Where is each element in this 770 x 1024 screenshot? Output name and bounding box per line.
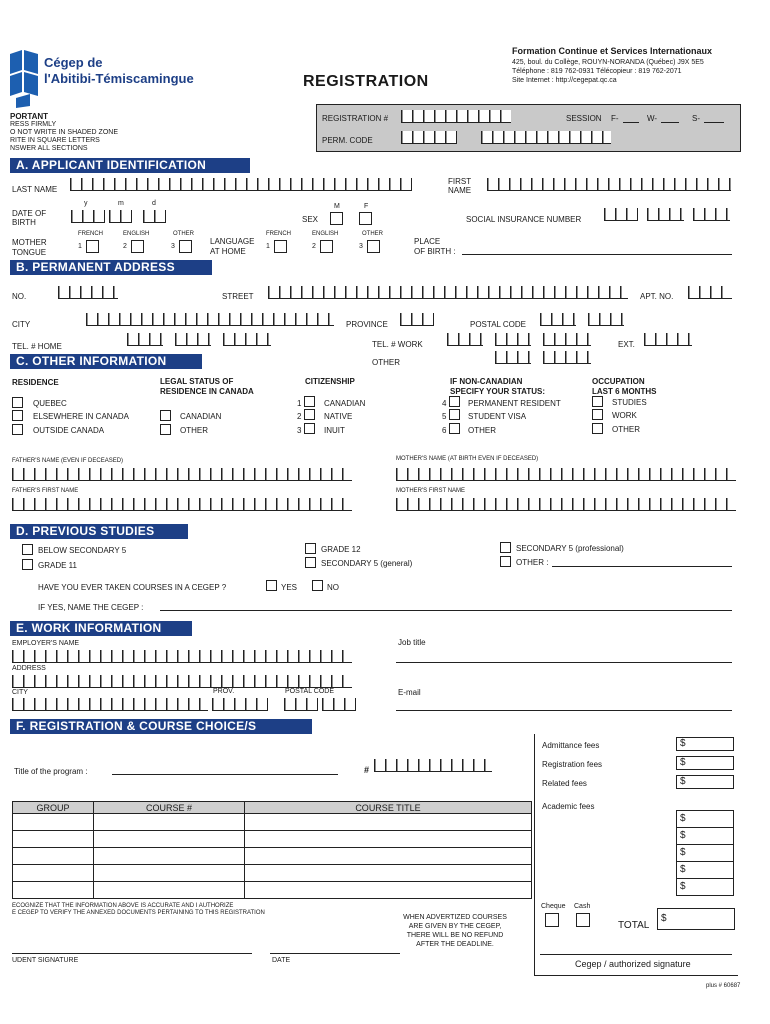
grade11-checkbox[interactable] [22, 559, 33, 570]
section-c-header: C. OTHER INFORMATION [10, 354, 202, 369]
academic-fees-label: Academic fees [542, 802, 595, 811]
perm-code-label: PERM. CODE [322, 136, 373, 145]
job-title-label: Job title [398, 638, 426, 647]
academic-fee-2[interactable]: $ [676, 827, 734, 845]
tel-home-label: TEL. # HOME [12, 342, 62, 351]
sex-label: SEX [302, 215, 319, 224]
mother-name-field[interactable] [396, 468, 736, 481]
important-notes: PORTANT RESS FIRMLY O NOT WRITE IN SHADED ZONE RITE IN SQUARE LETTERS NSWER ALL SECTIONS [10, 112, 118, 152]
group-header: GROUP [13, 802, 94, 814]
mt-french-checkbox[interactable] [86, 240, 99, 253]
work-address-label: ADDRESS [12, 665, 46, 672]
dob-year-field[interactable] [71, 210, 105, 223]
province-label: PROVINCE [346, 320, 388, 329]
recognize-line-1: ECOGNIZE THAT THE INFORMATION ABOVE IS ACCURATE AND I AUTHORIZE [12, 903, 234, 909]
noncan-permanent-label: PERMANENT RESIDENT [468, 399, 561, 408]
email-label: E-mail [398, 688, 421, 697]
sec5-general-label: SECONDARY 5 (general) [321, 559, 413, 568]
tel-work-field-1[interactable] [447, 333, 483, 346]
place-birth-label-1: PLACE [414, 237, 441, 246]
registration-fees-label: Registration fees [542, 760, 603, 769]
noncan-permanent-checkbox[interactable] [449, 396, 460, 407]
citizenship-num-2: 2 [297, 412, 302, 421]
noncan-num-4: 4 [442, 399, 447, 408]
dob-day-field[interactable] [143, 210, 166, 223]
cegep-signature-label: Cegep / authorized signature [575, 959, 691, 969]
lh-num-3: 3 [359, 243, 363, 250]
date-line[interactable] [270, 953, 400, 954]
mother-tongue-label-1: MOTHER [12, 238, 47, 247]
last-name-label: LAST NAME [12, 185, 58, 194]
legal-canadian-checkbox[interactable] [160, 410, 171, 421]
apt-label: APT. NO. [640, 292, 674, 301]
sex-m-checkbox[interactable] [330, 212, 343, 225]
father-name-label: FATHER'S NAME (EVEN IF DECEASED) [12, 458, 124, 464]
related-fees-field[interactable]: $ [676, 775, 734, 789]
refund-notice: WHEN ADVERTIZED COURSES ARE GIVEN BY THE CEGEP, THERE WILL BE NO REFUND AFTER THE DEADLINE. [403, 914, 507, 948]
legal-canadian-label: CANADIAN [180, 412, 222, 421]
father-first-name-label: FATHER'S FIRST NAME [12, 488, 79, 494]
last-name-field[interactable] [70, 178, 412, 191]
dob-label-2: BIRTH [12, 218, 36, 227]
cegep-no-label: NO [327, 583, 339, 592]
org-phone: Téléphone : 819 762-0931 Télécopieur : 819 762-2071 [512, 68, 682, 75]
noncan-title-2: SPECIFY YOUR STATUS: [450, 387, 545, 396]
residence-title: RESIDENCE [12, 378, 59, 387]
occupation-other-checkbox[interactable] [592, 423, 603, 434]
mt-french-label: FRENCH [78, 231, 103, 237]
residence-canada-label: ELSEWHERE IN CANADA [33, 412, 130, 421]
work-postal-label: POSTAL CODE [285, 688, 335, 695]
ext-field[interactable] [644, 333, 692, 346]
lh-other-label: OTHER [362, 231, 383, 237]
postal-code-field-1[interactable] [540, 313, 576, 326]
address-no-field[interactable] [58, 286, 118, 299]
below-sec5-label: BELOW SECONDARY 5 [38, 546, 127, 555]
sec5-prof-label: SECONDARY 5 (professional) [516, 544, 624, 553]
studies-other-field[interactable] [552, 566, 732, 567]
grade12-label: GRADE 12 [321, 545, 361, 554]
section-a-header: A. APPLICANT IDENTIFICATION [10, 158, 250, 173]
city-label: CITY [12, 320, 31, 329]
cheque-label: Cheque [541, 903, 566, 910]
postal-code-label: POSTAL CODE [470, 320, 527, 329]
tel-other-label: OTHER [372, 358, 400, 367]
sex-f-label: F [364, 203, 369, 210]
employer-field[interactable] [12, 650, 352, 663]
registration-number-label: REGISTRATION # [322, 114, 389, 123]
mother-tongue-label-2: TONGUE [12, 248, 47, 257]
program-title-label: Title of the program : [14, 767, 88, 776]
total-field[interactable]: $ [657, 908, 735, 930]
course-table [12, 801, 532, 899]
lh-french-checkbox[interactable] [274, 240, 287, 253]
street-label: STREET [222, 292, 254, 301]
program-number-field[interactable] [374, 759, 492, 772]
residence-canada-checkbox[interactable] [12, 410, 23, 421]
sex-m-label: M [334, 203, 340, 210]
dob-year-hint: y [84, 200, 88, 207]
mt-other-checkbox[interactable] [179, 240, 192, 253]
student-signature-line[interactable] [12, 953, 252, 954]
mt-english-checkbox[interactable] [131, 240, 144, 253]
citizenship-native-label: NATIVE [324, 412, 353, 421]
academic-fee-5[interactable]: $ [676, 878, 734, 896]
session-s-label: S- [692, 114, 700, 123]
tel-home-field-2[interactable] [175, 333, 211, 346]
noncan-other-checkbox[interactable] [449, 423, 460, 434]
father-name-field[interactable] [12, 468, 352, 481]
province-field[interactable] [400, 313, 434, 326]
first-name-label-1: FIRST [448, 177, 472, 186]
admittance-fees-field[interactable]: $ [676, 737, 734, 751]
sin-field-3[interactable] [693, 208, 730, 221]
citizenship-num-1: 1 [297, 399, 302, 408]
address-no-label: NO. [12, 292, 27, 301]
total-label: TOTAL [618, 920, 650, 931]
college-name-line1: Cégep de [44, 55, 103, 70]
apt-field[interactable] [688, 286, 732, 299]
cegep-name-field[interactable] [160, 610, 732, 611]
org-name: Formation Continue et Services Internationaux [512, 46, 713, 56]
occupation-title-2: LAST 6 MONTHS [592, 387, 657, 396]
mother-first-name-label: MOTHER'S FIRST NAME [396, 488, 466, 494]
mt-other-label: OTHER [173, 231, 194, 237]
occupation-title-1: OCCUPATION [592, 377, 645, 386]
registration-number-field[interactable] [401, 110, 511, 123]
mother-name-label: MOTHER'S NAME (AT BIRTH EVEN IF DECEASED) [396, 456, 539, 462]
postal-code-field-2[interactable] [588, 313, 624, 326]
work-city-label: CITY [12, 689, 28, 696]
cegep-logo-icon [8, 48, 44, 108]
cegep-yes-checkbox[interactable] [266, 580, 277, 591]
date-label: DATE [272, 957, 291, 964]
grade12-checkbox[interactable] [305, 543, 316, 554]
citizenship-native-checkbox[interactable] [304, 409, 315, 420]
sin-field-1[interactable] [604, 208, 638, 221]
form-title: REGISTRATION [303, 73, 429, 90]
residence-outside-label: OUTSIDE CANADA [33, 426, 105, 435]
session-s-field[interactable] [704, 122, 724, 123]
legal-other-checkbox[interactable] [160, 424, 171, 435]
occupation-work-checkbox[interactable] [592, 409, 603, 420]
citizenship-canadian-checkbox[interactable] [304, 396, 315, 407]
citizenship-num-3: 3 [297, 426, 302, 435]
org-address: 425, boul. du Collège, ROUYN-NORANDA (Québec) J9X 5E5 [512, 59, 704, 66]
session-f-label: F- [611, 114, 619, 123]
occupation-studies-label: STUDIES [612, 398, 647, 407]
mt-num-3: 3 [171, 243, 175, 250]
studies-other-label: OTHER : [516, 558, 549, 567]
lh-english-checkbox[interactable] [320, 240, 333, 253]
occupation-work-label: WORK [612, 411, 637, 420]
sin-field-2[interactable] [647, 208, 684, 221]
noncan-visa-checkbox[interactable] [449, 409, 460, 420]
table-row[interactable] [13, 865, 532, 882]
father-first-name-field[interactable] [12, 498, 352, 511]
mt-num-1: 1 [78, 243, 82, 250]
office-use-zone [316, 104, 741, 152]
language-home-label-1: LANGUAGE [210, 237, 255, 246]
citizenship-inuit-checkbox[interactable] [304, 423, 315, 434]
section-b-header: B. PERMANENT ADDRESS [10, 260, 212, 275]
table-row[interactable] [13, 814, 532, 831]
sec5-general-checkbox[interactable] [305, 557, 316, 568]
residence-quebec-label: QUEBEC [33, 399, 67, 408]
session-w-label: W- [647, 114, 658, 123]
mt-english-label: ENGLISH [123, 231, 150, 237]
lh-other-checkbox[interactable] [367, 240, 380, 253]
session-f-field[interactable] [623, 122, 639, 123]
work-address-field[interactable] [12, 675, 352, 688]
cegep-question: HAVE YOU EVER TAKEN COURSES IN A CEGEP ? [38, 583, 227, 592]
course-title-header: COURSE TITLE [245, 802, 532, 814]
lh-num-1: 1 [266, 243, 270, 250]
mother-first-name-field[interactable] [396, 498, 736, 511]
perm-code-field-2[interactable] [481, 131, 611, 144]
legal-title-1: LEGAL STATUS OF [160, 377, 234, 386]
tel-other-field-2[interactable] [543, 351, 591, 364]
dob-month-hint: m [118, 200, 124, 207]
residence-quebec-checkbox[interactable] [12, 397, 23, 408]
cegep-name-label: IF YES, NAME THE CEGEP : [38, 603, 144, 612]
tel-work-label: TEL. # WORK [372, 340, 423, 349]
tel-other-field-1[interactable] [495, 351, 531, 364]
ext-label: EXT. [618, 340, 635, 349]
work-postal-field-2[interactable] [322, 698, 356, 711]
sin-label: SOCIAL INSURANCE NUMBER [466, 215, 582, 224]
org-website: Site Internet : http://cegepat.qc.ca [512, 77, 617, 84]
form-number: plus # 60687 [706, 983, 741, 989]
citizenship-canadian-label: CANADIAN [324, 399, 366, 408]
cash-checkbox[interactable] [576, 913, 590, 927]
course-number-header: COURSE # [94, 802, 245, 814]
program-title-field[interactable] [112, 774, 338, 775]
program-number-hash: # [364, 765, 370, 775]
table-row[interactable] [13, 831, 532, 848]
job-title-field[interactable] [396, 662, 732, 663]
work-city-field[interactable] [12, 698, 208, 711]
registration-fees-field[interactable]: $ [676, 756, 734, 770]
city-field[interactable] [86, 313, 334, 326]
first-name-label-2: NAME [448, 186, 472, 195]
session-w-field[interactable] [661, 122, 679, 123]
dob-label-1: DATE OF [12, 209, 47, 218]
email-field[interactable] [396, 710, 732, 711]
occupation-studies-checkbox[interactable] [592, 396, 603, 407]
street-field[interactable] [268, 286, 628, 299]
recognize-line-2: E CEGEP TO VERIFY THE ANNEXED DOCUMENTS PERTAINING TO THIS REGISTRATION [12, 910, 265, 916]
noncan-num-5: 5 [442, 412, 447, 421]
citizenship-title: CITIZENSHIP [305, 377, 355, 386]
work-postal-field-1[interactable] [284, 698, 318, 711]
noncan-title-1: IF NON-CANADIAN [450, 377, 523, 386]
perm-code-field-1[interactable] [401, 131, 457, 144]
lh-french-label: FRENCH [266, 231, 291, 237]
mt-num-2: 2 [123, 243, 127, 250]
below-sec5-checkbox[interactable] [22, 544, 33, 555]
grade11-label: GRADE 11 [38, 561, 77, 570]
citizenship-inuit-label: INUIT [324, 426, 345, 435]
lh-english-label: ENGLISH [312, 231, 339, 237]
dob-day-hint: d [152, 200, 156, 207]
academic-fee-3[interactable]: $ [676, 844, 734, 862]
studies-other-checkbox[interactable] [500, 556, 511, 567]
legal-title-2: RESIDENCE IN CANADA [160, 387, 254, 396]
first-name-field[interactable] [487, 178, 731, 191]
place-birth-label-2: OF BIRTH : [414, 247, 456, 256]
work-prov-field[interactable] [212, 698, 268, 711]
cegep-yes-label: YES [281, 583, 298, 592]
section-d-header: D. PREVIOUS STUDIES [10, 524, 188, 539]
cheque-checkbox[interactable] [545, 913, 559, 927]
academic-fee-1[interactable]: $ [676, 810, 734, 828]
cash-label: Cash [574, 903, 591, 910]
section-e-header: E. WORK INFORMATION [10, 621, 192, 636]
tel-work-field-2[interactable] [495, 333, 531, 346]
occupation-other-label: OTHER [612, 425, 640, 434]
section-f-header: F. REGISTRATION & COURSE CHOICE/S [10, 719, 312, 734]
sex-f-checkbox[interactable] [359, 212, 372, 225]
table-row[interactable] [13, 848, 532, 865]
college-name-line2: l'Abitibi-Témiscamingue [44, 71, 194, 86]
sec5-prof-checkbox[interactable] [500, 542, 511, 553]
noncan-num-6: 6 [442, 426, 447, 435]
work-prov-label: PROV. [213, 688, 235, 695]
tel-work-field-3[interactable] [543, 333, 591, 346]
admittance-fees-label: Admittance fees [542, 741, 600, 750]
legal-other-label: OTHER [180, 426, 208, 435]
noncan-other-label: OTHER [468, 426, 496, 435]
noncan-visa-label: STUDENT VISA [468, 412, 527, 421]
residence-outside-checkbox[interactable] [12, 424, 23, 435]
language-home-label-2: AT HOME [210, 247, 246, 256]
session-label: SESSION [566, 114, 602, 123]
dob-month-field[interactable] [109, 210, 132, 223]
table-row[interactable] [13, 882, 532, 899]
tel-home-field-1[interactable] [127, 333, 163, 346]
related-fees-label: Related fees [542, 779, 587, 788]
tel-home-field-3[interactable] [223, 333, 271, 346]
cegep-no-checkbox[interactable] [312, 580, 323, 591]
lh-num-2: 2 [312, 243, 316, 250]
place-of-birth-field[interactable] [462, 254, 732, 255]
academic-fee-4[interactable]: $ [676, 861, 734, 879]
cegep-signature-line[interactable] [540, 954, 732, 955]
employer-label: EMPLOYER'S NAME [12, 640, 80, 647]
student-signature-label: UDENT SIGNATURE [12, 957, 79, 964]
